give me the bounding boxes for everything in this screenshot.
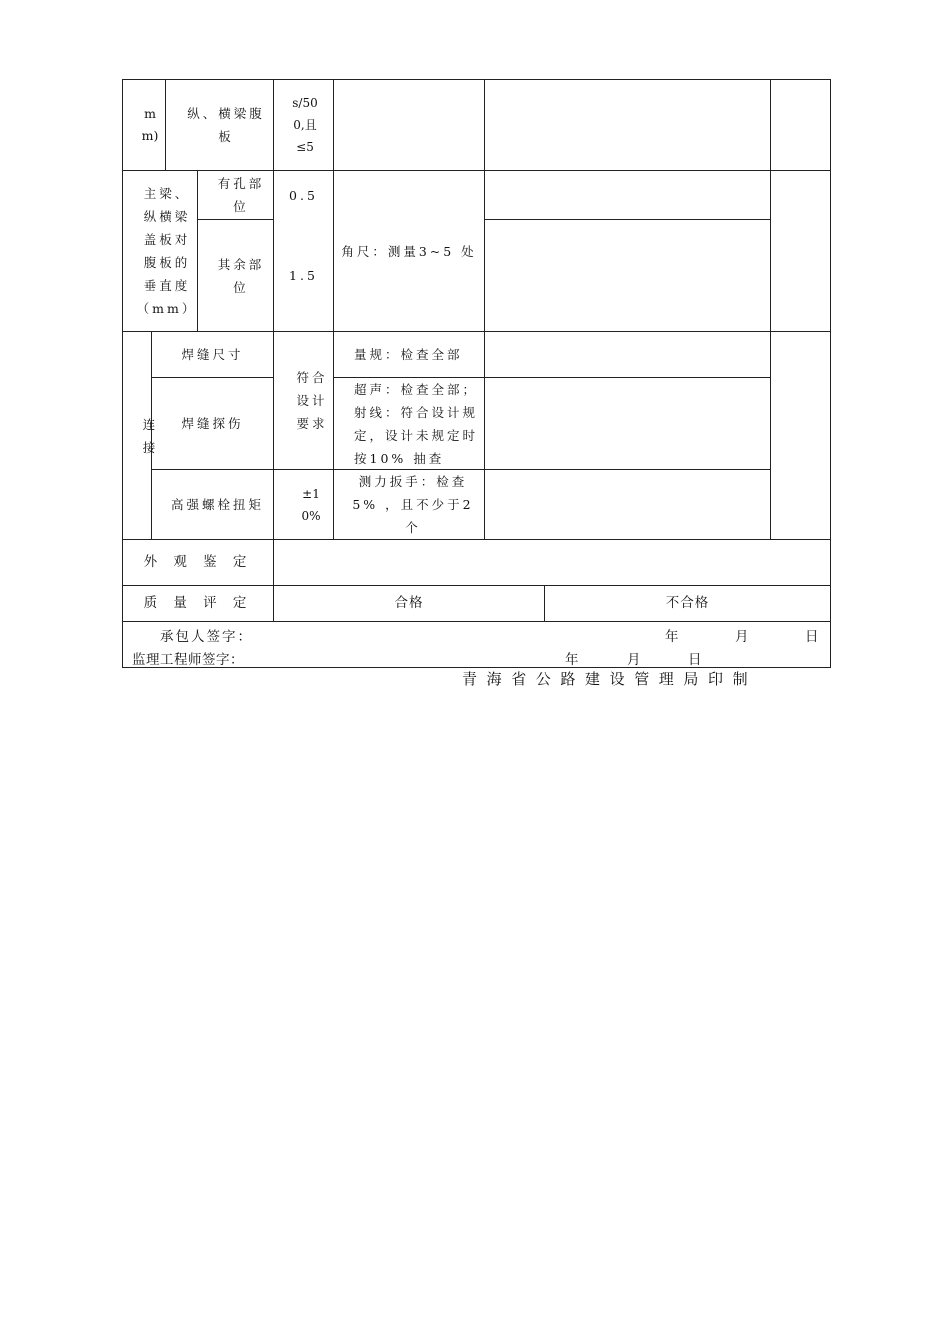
pass-label: 合格	[394, 595, 424, 611]
publisher-footer: 青海省公路建设管理局印制	[462, 670, 758, 688]
date2-month: 月	[627, 652, 643, 668]
row1-left-label: mm)	[141, 106, 159, 143]
rule	[273, 79, 274, 622]
row3-method-a: 量规：检查全部	[354, 347, 463, 362]
supervisor-signature-label: 监理工程师签字：	[132, 652, 244, 668]
contractor-signature-label: 承包人签字：	[160, 629, 253, 645]
row3-spec-ab: 符合设计要求	[296, 370, 328, 431]
row3-item-b: 焊缝探伤	[181, 416, 244, 431]
quality-label: 质 量 评 定	[143, 595, 253, 611]
row3-group-label: 连接	[142, 416, 156, 455]
rule	[484, 79, 485, 540]
row3-item-c: 高强螺栓扭矩	[170, 497, 264, 512]
date1-year: 年	[665, 629, 681, 645]
fail-label: 不合格	[665, 595, 710, 611]
row2-item-b: 其余部位	[217, 256, 265, 295]
rule	[830, 79, 831, 668]
date1-day: 日	[805, 629, 821, 645]
row2-spec-a: 0.5	[289, 187, 318, 203]
rule	[122, 621, 831, 622]
row3-spec-c: ±10%	[301, 486, 321, 523]
appearance-label: 外 观 鉴 定	[143, 554, 253, 570]
rule	[165, 79, 166, 171]
date2-day: 日	[688, 652, 704, 668]
row2-method: 角尺：测量3~5 处	[341, 243, 477, 259]
rule	[484, 219, 771, 220]
row2-group-label: 主梁、纵横梁盖板对腹板的垂直度（mm）	[136, 186, 198, 316]
row3-method-b: 超声：检查全部；射线：符合设计规定，设计未规定时按10% 抽查	[354, 381, 479, 466]
date1-month: 月	[735, 629, 751, 645]
rule	[770, 79, 771, 540]
row2-spec-b: 1.5	[289, 268, 318, 283]
row1-item: 纵、横梁腹板	[187, 106, 265, 144]
date2-year: 年	[565, 652, 581, 668]
row3-item-a: 焊缝尺寸	[181, 347, 244, 362]
row3-method-c: 测力扳手：检查5% ，且不少于2个	[352, 474, 474, 535]
row1-spec: s/500,且≤5	[292, 96, 318, 154]
row2-item-a: 有孔部位	[217, 176, 265, 214]
